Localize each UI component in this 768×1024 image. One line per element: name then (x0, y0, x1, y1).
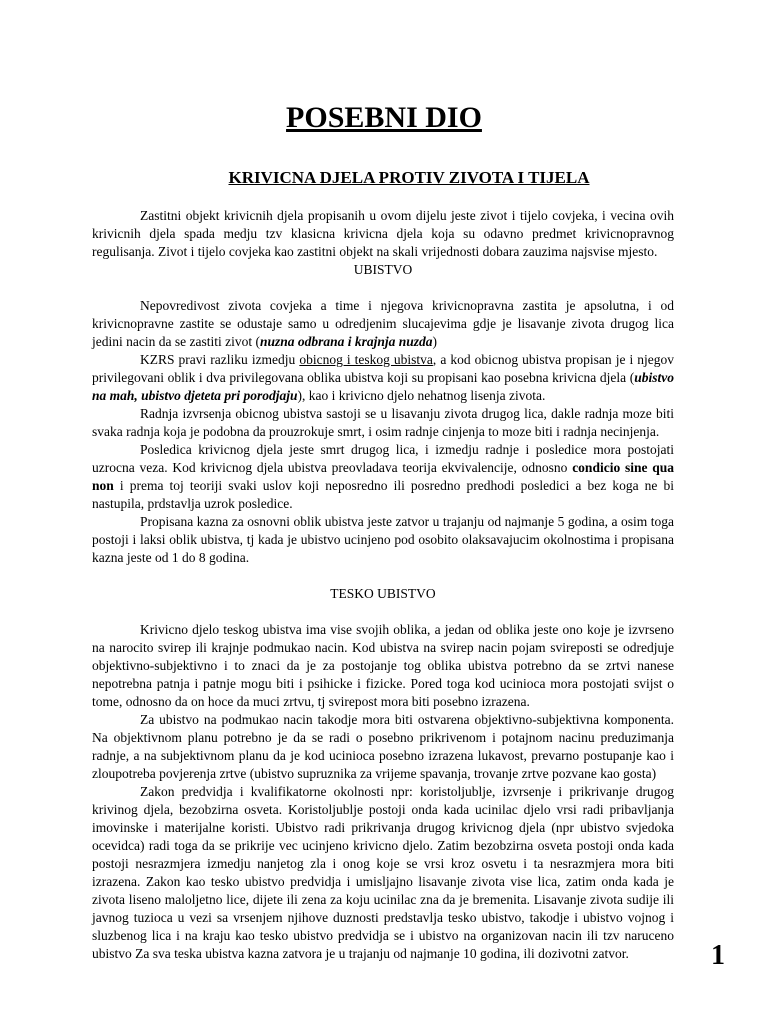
section-heading: KRIVICNA DJELA PROTIV ZIVOTA I TIJELA (228, 168, 590, 187)
text-run: KZRS pravi razliku izmedju (140, 352, 300, 367)
ubistvo-paragraph-1 (92, 297, 674, 351)
ubistvo-paragraph-2 (92, 351, 674, 405)
subheading-tesko-ubistvo: TESKO UBISTVO (330, 586, 436, 601)
ubistvo-paragraph-4 (92, 441, 674, 513)
tesko-ubistvo-paragraph-3: Zakon predvidja i kvalifikatorne okolnosti npr: koristoljublje, izvrsenje i prikrivanje drugog krivinog djela, bezobzirna osveta. Koristoljublje postoji onda kada ucinilac djelo vrsi radi pribavljanja imovinske i materijalne koristi. Ubistvo radi prikrivanja drugog krivicnog djela (npr ubistvo svjedoka ocevidca) radi toga da se prikrije vec ucinjeno krivicno djelo. Zatim bezobzirna osveta postoji onda kada postoji nesrazmjera izmedju nanjetog zla i onog koje se vrsi kroz osvetu i ta nesrazmjera mora biti izrazena. Zakon kao tesko ubistvo predvidja i umisljajno lisavanje zivota vise lica, zatim onda kada je zivota liseno maloljetno lice, dijete ili zena za koju ucinilac zna da je bremenita. Lisavanje zivota sudije ili javnog tuzioca u vezi sa vrsenjem njihove duznosti predstavlja tesko ubistvo, takodje i ubistvo vojnog i sluzbenog lica i na kraju kao tesko ubistvo predvidja se i ubistvo na organizovan nacin ili tzv naruceno ubistvo Za sva teska ubistva kazna zatvora je u trajanju od najmanje 10 godina, ili dozivotni zatvor. (92, 784, 674, 961)
emphasis-text: nuzna odbrana i krajnja nuzda (259, 334, 433, 349)
page-title: POSEBNI DIO (286, 101, 482, 134)
document-body (92, 207, 674, 963)
text-run: Nepovredivost zivota covjeka a time i njegova krivicnopravna zastita je apsolutna, i od krivicnopravne zastite se odustaje samo u odredjenim slucajevima gdje je lisavanje zivota drugog lica jedini nacin da se zastiti zivot ( (92, 298, 674, 349)
emphasis-text: ubistvo na mah, ubistvo djeteta pri porodjaju (92, 370, 674, 403)
ubistvo-paragraph-3: Radnja izvrsenja obicnog ubistva sastoji se u lisavanju zivota drugog lica, dakle radnja moze biti svaka radnja koja je podobna da prouzrokuje smrt, i osim radnje cinjenja to moze biti i radnja necinjenja. (92, 406, 674, 439)
ubistvo-paragraph-5: Propisana kazna za osnovni oblik ubistva jeste zatvor u trajanju od najmanje 5 godina, a osim toga postoji i laksi oblik ubistva, tj kada je ubistvo ucinjeno pod osobito olaksavajucim okolnostima i propisana kazna jeste od 1 do 8 godina. (92, 514, 674, 565)
bold-text: condicio sine qua non (92, 460, 674, 493)
page-number: 1 (711, 940, 725, 971)
text-run: ) (432, 334, 438, 349)
intro-paragraph: Zastitni objekt krivicnih djela propisanih u ovom dijelu jeste zivot i tijelo covjeka, i vecina ovih krivicnih djela spada medju tzv klasicna krivicna djela koja su odavno predmet krivicnopravnog regulisanja. Zivot i tijelo covjeka kao zastitni objekt na skali vrijednosti dobara zauzima najsvise mjesto. (92, 208, 674, 259)
text-run: , a kod obicnog ubistva propisan je i njegov privilegovani oblik i dva privilegovana oblika ubistva koji su propisani kao posebna krivicna djela ( (92, 352, 674, 385)
tesko-ubistvo-paragraph-2: Za ubistvo na podmukao nacin takodje mora biti ostvarena objektivno-subjektivna komponenta. Na objektivnom planu potrebno je da se radi o posebno prikrivenom i potajnom nacinu preduzimanja radnje, a na subjektivnom planu da je kod ucinioca posebno izrazena lukavost, prevarno postupanje kao i zloupotreba povjerenja zrtve (ubistvo supruznika za vrijeme spavanja, trovanje zrtve pozvane kao gosta) (92, 712, 674, 781)
subheading-ubistvo: UBISTVO (353, 262, 413, 277)
text-run: ), kao i krivicno djelo nehatnog lisenja zivota. (297, 388, 546, 403)
text-run: i prema toj teoriji svaki uslov koji neposredno ili posredno predhodi posledici a bez koga ne bi nastupila, prdstavlja uzrok posledice. (92, 478, 674, 511)
text-run: Posledica krivicnog djela jeste smrt drugog lica, i izmedju radnje i posledice mora postojati uzrocna veza. Kod krivicnog djela ubistva preovladava teorija ekvivalencije, odnosno (92, 442, 674, 475)
underlined-text: obicnog i teskog ubistva (299, 352, 433, 367)
tesko-ubistvo-paragraph-1: Krivicno djelo teskog ubistva ima vise svojih oblika, a jedan od oblika jeste ono koje je izvrseno na narocito svirep ili krajnje podmukao nacin. Kod ubistva na svirep nacin pojam svireposti se odredjuje objektivno-subjektivno i to znaci da je za postojanje tog oblika ubistva potrebno da se zrtvi nanese nepotrebna patnja i patnje mogu biti i psihicke i fizicke. Pored toga kod ucinioca mora postojati svijst o tome, odnosno da on hoce da muci zrtvu, tj svirepost mora biti posebno izrazena. (92, 622, 674, 709)
